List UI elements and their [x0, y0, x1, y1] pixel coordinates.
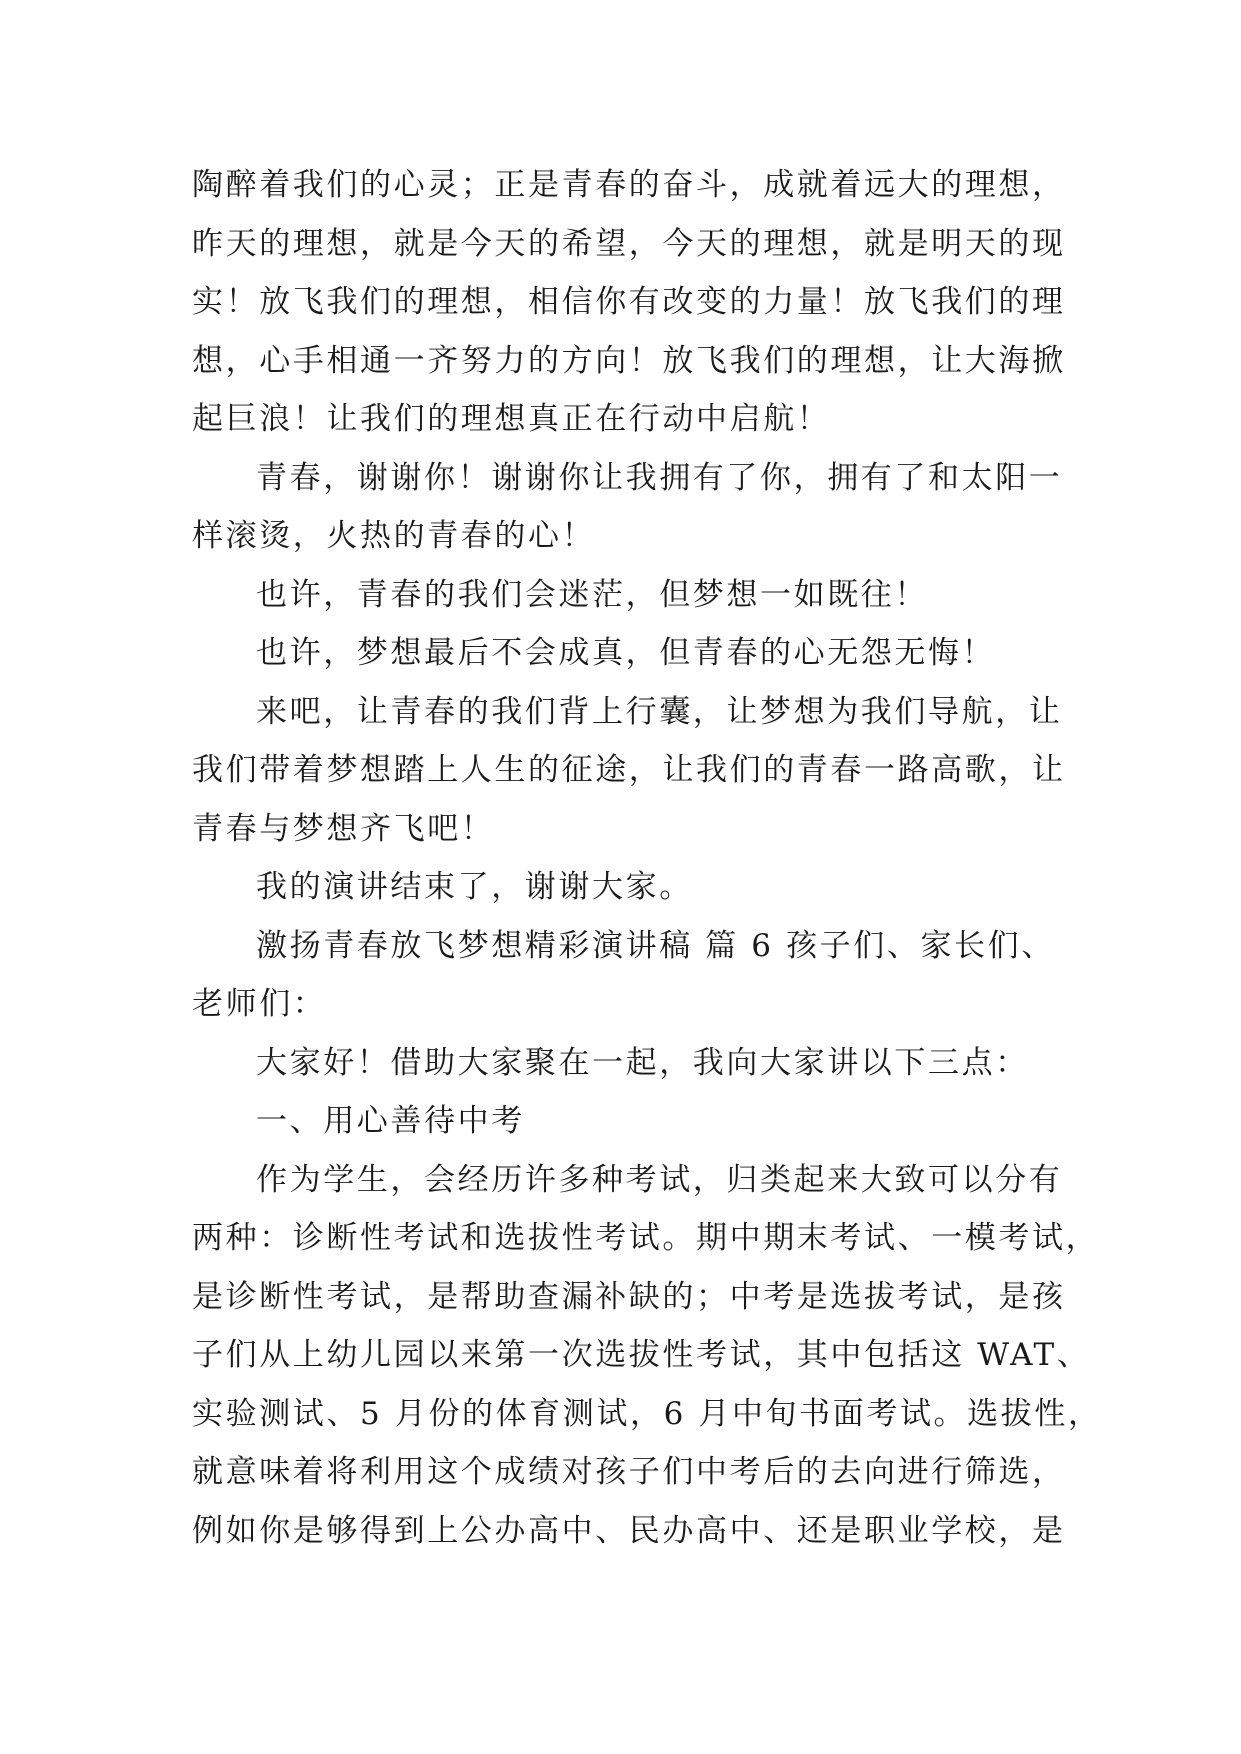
text-line: 想，心手相通一齐努力的方向！放飞我们的理想，让大海掀 [192, 342, 1066, 379]
section-heading-line: 激扬青春放飞梦想精彩演讲稿 篇 6 孩子们、家长们、 [256, 927, 1055, 964]
paragraph-start-line: 也许，青春的我们会迷茫，但梦想一如既往！ [256, 576, 928, 613]
text-line: 青春与梦想齐飞吧！ [192, 810, 495, 847]
text-line: 就意味着将利用这个成绩对孩子们中考后的去向进行筛选， [192, 1454, 1066, 1490]
text-line: 我们带着梦想踏上人生的征途，让我们的青春一路高歌，让 [192, 752, 1066, 788]
text-line: 样滚烫，火热的青春的心！ [192, 518, 596, 554]
paragraph-start-line: 我的演讲结束了，谢谢大家。 [256, 869, 693, 905]
paragraph-start-line: 也许，梦想最后不会成真，但青春的心无怨无悔！ [256, 635, 996, 671]
text-line: 起巨浪！让我们的理想真正在行动中启航！ [192, 401, 831, 437]
body-text [192, 156, 1102, 1560]
paragraph-start-line: 作为学生，会经历许多种考试，归类起来大致可以分有 [256, 1161, 1063, 1198]
paragraph-start-line: 大家好！借助大家聚在一起，我向大家讲以下三点： [256, 1044, 1029, 1081]
text-line: 例如你是够得到上公办高中、民办高中、还是职业学校，是 [192, 1512, 1066, 1549]
text-line: 昨天的理想，就是今天的希望，今天的理想，就是明天的现 [192, 225, 1066, 262]
paragraph-start-line: 来吧，让青春的我们背上行囊，让梦想为我们导航，让 [256, 693, 1063, 730]
text-line: 陶醉着我们的心灵；正是青春的奋斗，成就着远大的理想， [192, 167, 1066, 203]
text-line: 两种：诊断性考试和选拔性考试。期中期末考试、一模考试， [192, 1220, 1100, 1256]
paragraph-start-line: 青春，谢谢你！谢谢你让我拥有了你，拥有了和太阳一 [256, 459, 1063, 496]
text-line: 是诊断性考试，是帮助查漏补缺的；中考是选拔考试，是孩 [192, 1278, 1066, 1315]
text-line: 老师们： [192, 986, 327, 1022]
text-line: 实验测试、5 月份的体育测试，6 月中旬书面考试。选拔性， [192, 1395, 1102, 1432]
subheading-line: 一、用心善待中考 [256, 1103, 525, 1139]
text-line: 实！放飞我们的理想，相信你有改变的力量！放飞我们的理 [192, 284, 1066, 320]
text-line: 子们从上幼儿园以来第一次选拔性考试，其中包括这 WAT、 [192, 1337, 1091, 1373]
